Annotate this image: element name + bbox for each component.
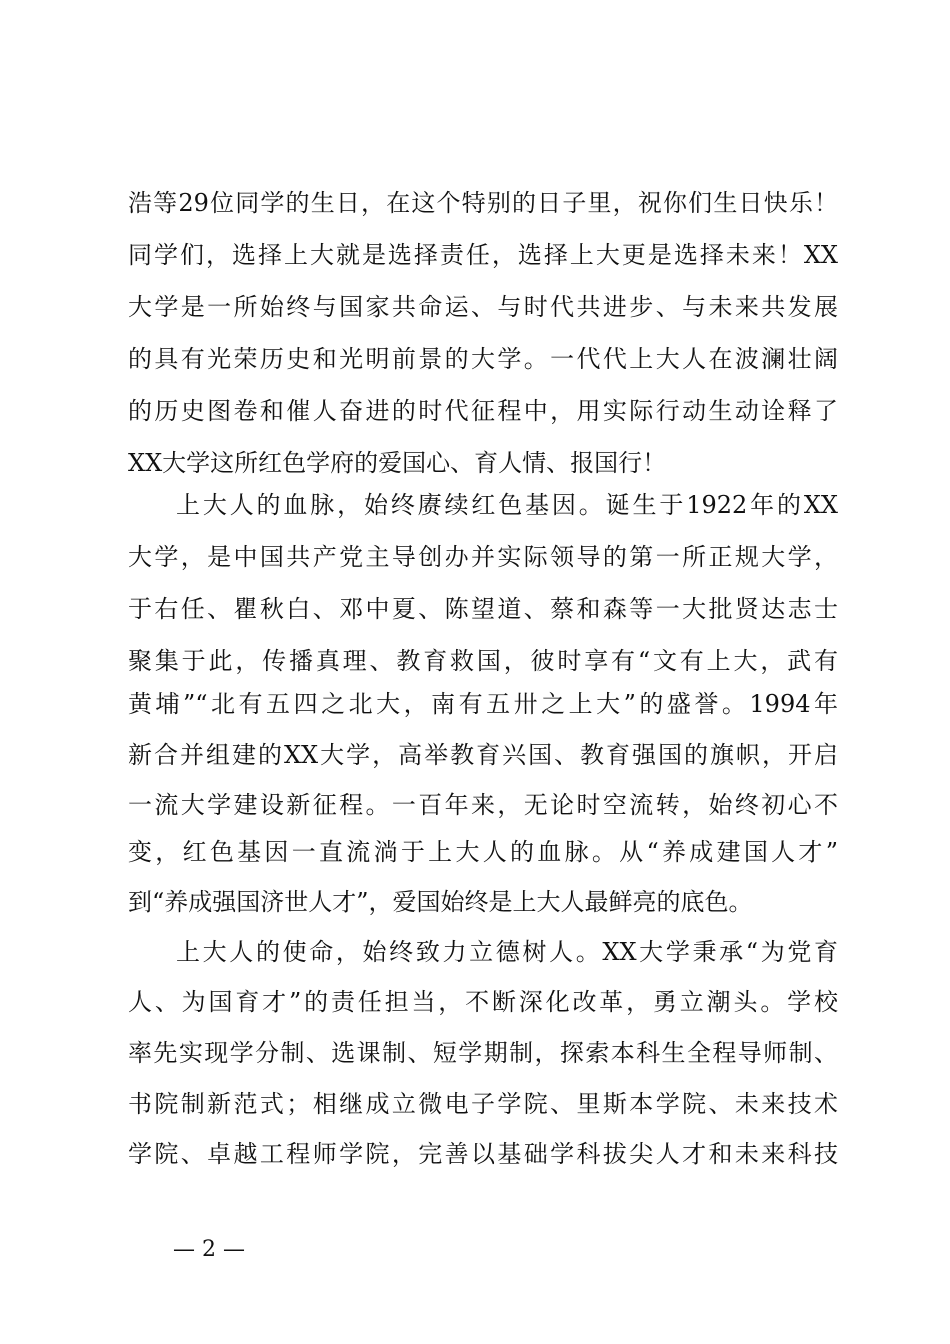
text-line: 黄埔”“北有五四之北大，南有五卅之上大”的盛誉。1994年 bbox=[128, 690, 838, 718]
page-number: — 2 — bbox=[173, 1237, 245, 1262]
text-line: 同学们，选择上大就是选择责任，选择上大更是选择未来！XX bbox=[128, 241, 838, 269]
text-line: 的具有光荣历史和光明前景的大学。一代代上大人在波澜壮阔 bbox=[128, 345, 838, 373]
text-line: 于右任、瞿秋白、邓中夏、陈望道、蔡和森等一大批贤达志士 bbox=[128, 595, 838, 623]
text-line: 变，红色基因一直流淌于上大人的血脉。从“养成建国人才” bbox=[128, 838, 838, 866]
text-line: 一流大学建设新征程。一百年来，无论时空流转，始终初心不 bbox=[128, 791, 838, 819]
text-line: 新合并组建的XX大学，高举教育兴国、教育强国的旗帜，开启 bbox=[128, 741, 838, 769]
text-line: 聚集于此，传播真理、教育救国，彼时享有“文有上大，武有 bbox=[128, 647, 838, 675]
text-line: 率先实现学分制、选课制、短学期制，探索本科生全程导师制、 bbox=[128, 1039, 838, 1067]
paragraph-first-line: 上大人的使命，始终致力立德树人。XX大学秉承“为党育 bbox=[176, 938, 838, 966]
text-line: 到“养成强国济世人才”，爱国始终是上大人最鲜亮的底色。 bbox=[128, 888, 753, 916]
text-line: 大学，是中国共产党主导创办并实际领导的第一所正规大学， bbox=[128, 543, 838, 571]
text-line: 浩等29位同学的生日，在这个特别的日子里，祝你们生日快乐！ bbox=[128, 189, 838, 217]
text-line: 书院制新范式；相继成立微电子学院、里斯本学院、未来技术 bbox=[128, 1090, 838, 1118]
text-line: XX大学这所红色学府的爱国心、育人情、报国行！ bbox=[128, 449, 667, 477]
text-line: 学院、卓越工程师学院，完善以基础学科拔尖人才和未来科技 bbox=[128, 1140, 838, 1168]
text-line: 人、为国育才”的责任担当，不断深化改革，勇立潮头。学校 bbox=[128, 988, 838, 1016]
text-line: 的历史图卷和催人奋进的时代征程中，用实际行动生动诠释了 bbox=[128, 397, 838, 425]
text-line: 大学是一所始终与国家共命运、与时代共进步、与未来共发展 bbox=[128, 293, 838, 321]
paragraph-first-line: 上大人的血脉，始终赓续红色基因。诞生于1922年的XX bbox=[176, 491, 838, 519]
